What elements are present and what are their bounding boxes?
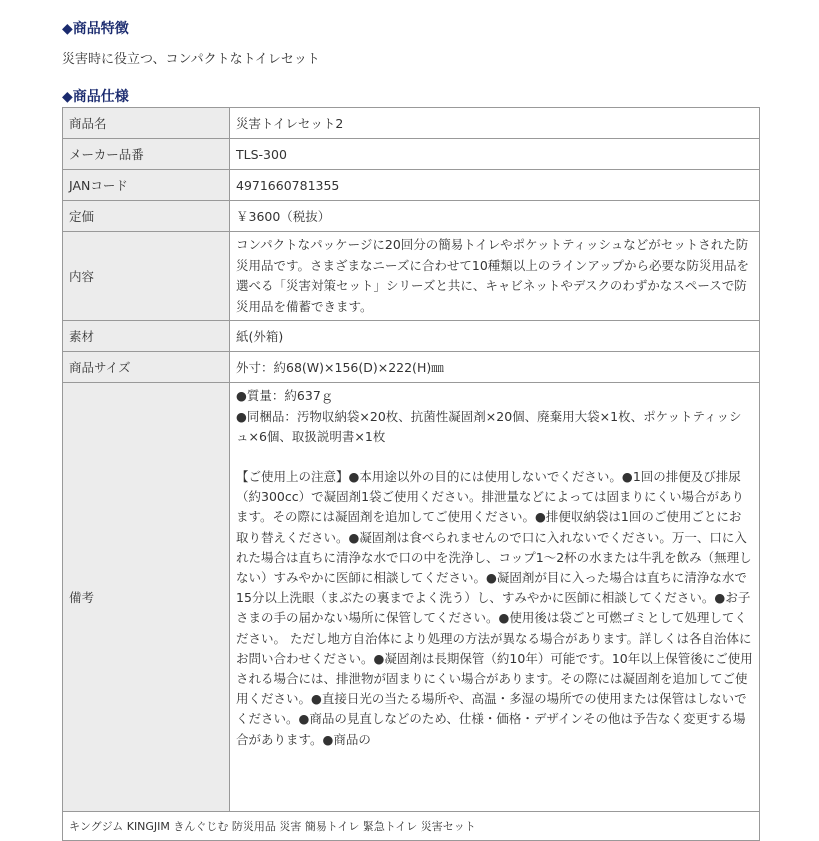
spec-label-product-name: 商品名	[63, 108, 230, 139]
spec-value-maker-code: TLS-300	[230, 139, 760, 170]
spec-value-product-name: 災害トイレセット2	[230, 108, 760, 139]
spec-label-size: 商品サイズ	[63, 352, 230, 383]
spec-table	[62, 107, 760, 841]
spec-value-price: ￥3600（税抜）	[230, 201, 760, 232]
spec-value-contents: コンパクトなパッケージに20回分の簡易トイレやポケットティッシュなどがセットされた防災用品です。さまざまなニーズに合わせて10種類以上のラインアップから必要な防災用品を選べる「災害対策セット」シリーズと共に、キャビネットやデスクのわずかなスペースで防災用品を備蓄できます。	[230, 232, 760, 321]
notes-caution-wrapper	[236, 467, 753, 807]
spec-label-notes: 備考	[63, 383, 230, 812]
specs-heading: ◆商品仕様	[62, 89, 129, 105]
notes-weight: ●質量：約637ｇ	[236, 388, 334, 404]
spec-value-jan: 4971660781355	[230, 170, 760, 201]
spec-label-jan: JANコード	[63, 170, 230, 201]
table-row	[63, 321, 760, 352]
spec-label-material: 素材	[63, 321, 230, 352]
features-heading: ◆商品特徴	[62, 21, 129, 37]
notes-caution: 【ご使用上の注意】●本用途以外の目的には使用しないでください。●1回の排便及び排尿（約300cc）で凝固剤1袋ご使用ください。排泄量などによっては固まりにくい場合があります。その際には凝固剤を追加してご使用ください。●排便収納袋は1回のご使用ごとにお取り替えください。●凝固剤は食べられませんので口に入れないでください。万一、口に入れた場合は直ちに清浄な水で口の中を洗浄し、コップ1～2杯の水または牛乳を飲み（無理しない）すみやかに医師に相談してください。●凝固剤が目に入った場合は直ちに清浄な水で15分以上洗眼（まぶたの裏までよく洗う）し、すみやかに医師に相談してください。●お子さまの手の届かない場所に保管してください。●使用後は袋ごと可燃ゴミとして処理してください。 ただし地方自治体により処理の方法が異なる場合があります。詳しくは各自治体にお問い合わせください。●凝固剤は長期保管（約10年）可能です。10年以上保管後にご使用される場合には、排泄物が固まりにくい場合があります。その際には凝固剤を追加してご使用ください。●直接日光の当たる場所や、高温・多湿の場所での使用または保管はしないでください。●商品の見直しなどのため、仕様・価格・デザインその他は予告なく変更する場合があります。●商品の	[236, 468, 753, 747]
notes-spacer	[236, 447, 753, 467]
spec-label-maker-code: メーカー品番	[63, 139, 230, 170]
spec-value-material: 紙(外箱)	[230, 321, 760, 352]
features-text: 災害時に役立つ、コンパクトなトイレセット	[62, 52, 320, 67]
notes-bundled-items: ●同梱品：汚物収納袋×20枚、抗菌性凝固剤×20個、廃棄用大袋×1枚、ポケットティッシュ×6個、取扱説明書×1枚	[236, 408, 742, 444]
table-row	[63, 201, 760, 232]
table-row	[63, 139, 760, 170]
spec-value-size: 外寸：約68(W)×156(D)×222(H)㎜	[230, 352, 760, 383]
table-row	[63, 232, 760, 321]
table-row	[63, 811, 760, 840]
spec-label-contents: 内容	[63, 232, 230, 321]
spec-value-notes	[230, 383, 760, 812]
table-row	[63, 108, 760, 139]
spec-label-price: 定価	[63, 201, 230, 232]
table-row	[63, 383, 760, 812]
table-row	[63, 170, 760, 201]
table-row	[63, 352, 760, 383]
keywords-row: キングジム KINGJIM きんぐじむ 防災用品 災害 簡易トイレ 緊急トイレ 災害セット	[63, 811, 760, 840]
